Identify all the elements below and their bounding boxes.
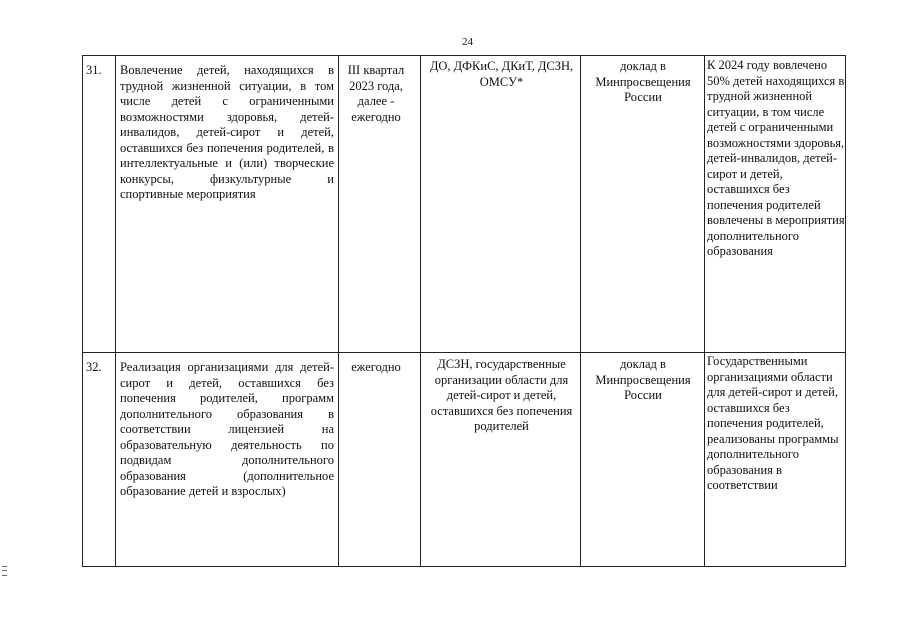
page-number: 24	[462, 36, 473, 48]
table-border	[82, 55, 846, 56]
table-border	[82, 55, 83, 567]
row-number: 31.	[86, 63, 102, 77]
row-number: 32.	[86, 360, 102, 374]
measure-description: Вовлечение детей, находящихся в трудной жизненной ситуации, в том числе детей с ограниченными возможностями здоровья, детей-инвалидов, детей-сирот и детей, оставшихся без попечения родителей, в интеллектуальные и (или) творческие конкурсы, физкультурные и спортивные мероприятия	[120, 63, 334, 201]
table-border	[82, 352, 846, 353]
measures-table	[82, 55, 846, 567]
measure-result: Государственными организациями области для детей-сирот и детей, оставшихся без попечения родителей, реализованы программы дополнительного образования в соответствии	[707, 354, 839, 492]
table-border	[338, 55, 339, 567]
measure-responsible: ДСЗН, государственные организации области для детей-сирот и детей, оставшихся без попечения родителей	[430, 357, 573, 433]
measure-responsible: ДО, ДФКиС, ДКиТ, ДСЗН, ОМСУ*	[429, 59, 574, 89]
measure-deadline: III квартал 2023 года, далее - ежегодно	[347, 63, 405, 124]
table-border	[115, 55, 116, 567]
measure-description: Реализация организациями для детей-сирот и детей, оставшихся без попечения родителей, программ дополнительного образования в соответствии лицензией на образовательную деятельность по подвидам дополнительного образования (дополнительное образование детей и взрослых)	[120, 360, 334, 498]
table-border	[704, 55, 705, 567]
table-border	[420, 55, 421, 567]
measure-deadline: ежегодно	[351, 360, 401, 374]
table-border	[580, 55, 581, 567]
measure-report: доклад в Минпросвещения России	[595, 357, 691, 402]
scan-edge-mark	[2, 566, 7, 576]
table-border	[82, 566, 846, 567]
measure-result: К 2024 году вовлечено 50% детей находящихся в трудной жизненной ситуации, в том числе детей с ограниченными возможностями здоровья, детей-инвалидов, детей-сирот и детей, оставшихся без попечения родителей вовлечены в мероприятия дополнительного образования	[707, 58, 845, 258]
table-border	[845, 55, 846, 567]
measure-report: доклад в Минпросвещения России	[595, 59, 691, 104]
